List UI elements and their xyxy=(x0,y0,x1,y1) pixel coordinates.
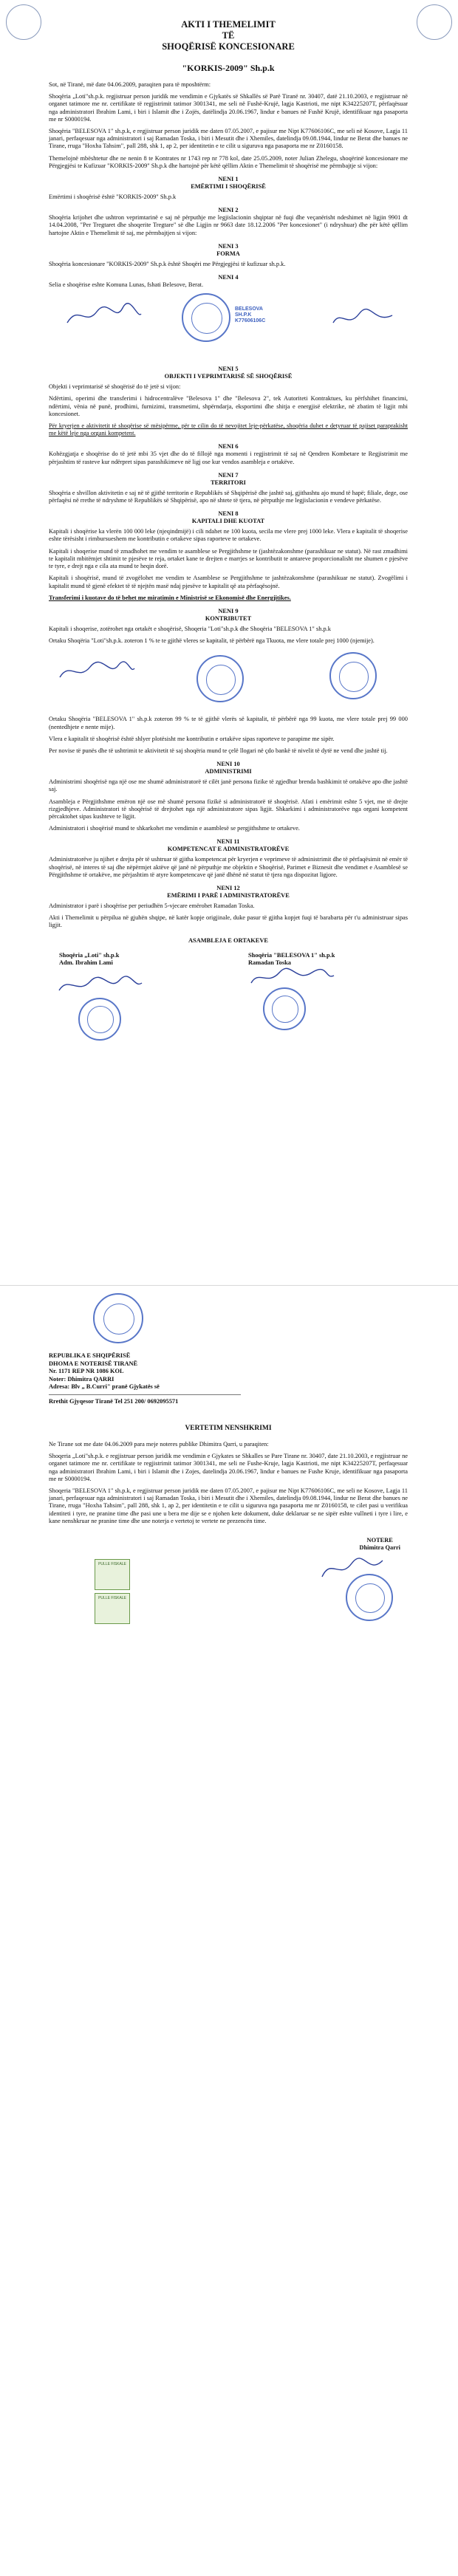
article-para: Shoqëria e shvillon aktivitetin e saj në të gjithë territorin e Republikës së Shqipërisë dhe jashtë saj, gjithashtu ajo mund të hapë; filiale, dege, ose përfaqësi në rrethe të ndryshme të Republikës së Shqipërisë, apo në shtete të tjera, në përputhje me legjislacionin e vendeve përkatëse. xyxy=(49,489,408,504)
intro-para: Shoqëria „Loti"sh.p.k. regjistruar person juridik me vendimin e Gjykatës së Shkallës së Parë Tiranë nr. 30407, datë 21.10.2003, e regjistruar në organet tatimore me nr. certifikate të regjistrimit tatimor 3001341, me seli në Fushë-Krujë, lagja Kastrioti, me nipt K34225207T, përfaqësuar nga administratori Ibrahim Lami, i biri i Islamit dhe i Zojës, datëlindja 20.06.1967, lindur e banues në Fushë Krujë, identifikuar nga pasaporta me nr S0000194. xyxy=(49,93,408,123)
article-para: Shoqëria koncesionare "KORKIS-2009" Sh.p.k është Shoqëri me Përgjegjësi të kufizuar sh.p.k. xyxy=(49,260,286,267)
article-title: TERRITORI xyxy=(211,479,246,486)
article-para: Shoqëria krijohet dhe ushtron veprimtarinë e saj në përputhje me legjislacionin shqiptar në fuqi dhe veçanërisht ndeshimet në ligjin 9901 dt 14.04.2008, "Per Tregtaret dhe shoqerite Tregtare" së dhe Ligjin nr 9663 date 18.12.2006 "Per koncesionet" (i ndryshuar) dhe për këtë qëllim hartojne Aktin e Themelimit të saj, me përmbajtjen si vijon: xyxy=(49,214,408,236)
article-number: NENI 9 xyxy=(218,607,239,614)
intro-para: Shoqëria "BELESOVA 1" sh.p.k, e regjistruar person juridik me daten 07.05.2007, e pajisur me Nipt K77606106C, me seli në Kosove, Lagja 11 janari, perfaqesuar nga administratori i saj Ramadan Toska, i biri i Mesutit dhe i Xhemiles, datelindja 09.08.1944, lindur ne Berat dhe banues ne Tirane, rruga "Hoxha Tahsim", pall 288, shk 1, ap 2, per identitetin e te cilit u siguruva nga pasaporta me nr Z0160158. xyxy=(49,128,408,150)
article-para: Kapitali i shoqërisë, mund të zvogëlohet me vendim te Asamblese se Pergjithshme te jashtëzakonshme (parashikuar ne statut). Zvogëlimi i kapitalit mund të gjenë efektet të të njejtën masë ndaj pjesëve te kapitalit që ata përfaqësojnë. xyxy=(49,575,408,589)
right-signatory: Shoqëria "BELESOVA 1" sh.p.k Ramadan Toska xyxy=(248,951,335,966)
belesova-stamp-icon xyxy=(263,987,306,1030)
article-para: Administrimi shoqërisë nga një ose me shumë administratorë të cilët janë persona fizike të zgjedhur brenda bashkimit të ortakëve apo dhe jashtë saj. xyxy=(49,778,408,793)
article-number: NENI 6 xyxy=(218,443,239,451)
article-para: Ortaku Shoqëria "BELESOVA 1" sh.p.k zoteron 99 % te të gjithë vlerës së kapitalit, të përbërë nga 99 kuota, me vlere totale prej 99 000 (nentedhjete e nente mije). xyxy=(49,716,408,730)
article-para: Kapitali i shoqërise ka vlerën 100 000 leke (njeqindmijë) i cili ndahet ne 100 kuota, secila me vlere prej 1000 leke. Vlera e kapitalit të shoqerise eshte tërësisht i rimbursueshem me kontributin e ortakeve sipas raporteve te ortakeve. xyxy=(49,528,408,543)
article-para: Kapitali i shoqerise, zotërohet nga ortakët e shoqërisë, Shoqeria "Loti"sh.p.k dhe Shoqëria "BELESOVA 1" sh.p.k xyxy=(49,625,331,632)
intro-para: Themelojnë mbështetur dhe ne nenin 8 te Kontrates nr 1743 rep nr 778 kol, date 25.05.2009, noter Julian Zhelegu, shoqërinë koncesionare me Përgjegjësi te Kufizuar "KORKIS-2009" Sh.p.k dhe hartojnë për këtë qëllim Aktin e Themelimit të shoqërisë me përmbajtje si vijon: xyxy=(49,154,408,169)
article-para: Kapitali i shoqerise mund të zmadhohet me vendim te asamblese se Pergjithshme te (jashtëzakonshme (parashikuar ne statut). Në rast zmadhimi te kapitalit mbitëmjet shtimit te pjesëve te reja, ortaket kane te drejten e marrjes se kontributit te antareve proporcionalisht me shumen e pjesëve te tyre, e drejt nga e cila ata mund te heqin dorë. xyxy=(49,547,408,570)
article-title: EMËRTIMI I SHOQËRISË xyxy=(191,183,266,191)
article-number: NENI 7 xyxy=(218,471,239,479)
article-para: Administrator i parë i shoqërise per periudhën 5-vjecare emërohet Ramadan Toska. xyxy=(49,902,255,909)
article-para: Ndërtimi, operimi dhe transferimi i hidrocentralëve "Belesova 1" dhe "Belesova 2", tek Autoriteti Kontraktues, ku përfshihet financimi, ndërtimi, vënia në punë, prodhimi, furnizimi, transmetimi, shpërndarja, eksportimi dhe shitja e energjisë elektrike, në zbatim të ligjit mbi koncesionet. xyxy=(49,395,408,417)
intro-para: Sot, në Tiranë, më date 04.06.2009, paraqiten para të mposhtërm: xyxy=(49,81,211,88)
signature-lami-icon xyxy=(64,301,145,330)
notary-seal-icon xyxy=(346,1574,393,1621)
article-number: NENI 5 xyxy=(218,366,239,373)
article-para: Administratorëve ju njihet e drejta për të ushtruar të gjitha kompetencat për kryerjen e veprimeve të administrimit dhe të përfaqësimit në emër të shoqërisë, në interes të saj dhe nëpërmjet aktëve që janë në përputhje me objektin e Shoqërisë, Parimet e Biznesit dhe vendimet e Asamblesë se Përgjithshme të ortakëve, me përjashtim të atyre kompetencave që janë dhënë në statut të tjera nga dispozitat ligjore. xyxy=(49,856,408,878)
signature-lami-icon xyxy=(56,973,145,998)
article-title: KOMPETENCAT E ADMINISTRATORËVE xyxy=(167,846,290,853)
article-para: Vlera e kapitalit të shoqërisë është shlyer plotësisht me kontributin e ortakëve sipas raporteve te parapime me sipër. xyxy=(49,735,335,742)
article-para: Administratori i shoqërisë mund te shkarkohet me vendimin e asamblesë se pergjithshme te ortakeve. xyxy=(49,825,300,832)
left-signatory: Shoqëria „Loti" sh.p.k Adm. Ibrahim Lami xyxy=(59,951,120,966)
article-para: Emërtimi i shoqërisë është "KORKIS-2009" Sh.p.k xyxy=(49,193,177,201)
company-stamp-icon xyxy=(329,652,377,699)
article-number: NENI 11 xyxy=(216,838,240,846)
fiscal-stamp-icon: PULLE FISKALE xyxy=(95,1593,130,1624)
document-title-line3: SHOQËRISË KONCESIONARE xyxy=(162,41,295,52)
article-para: Ortaku Shoqëria "Loti"sh.p.k. zoteron 1 % te te gjithë vleres se kapitalit, të përbërë nga Tkuota, me vlere totale prej 1000 (njemije). xyxy=(49,637,375,645)
assembly-signatures xyxy=(49,952,408,1041)
article-para: Objekti i veprimtarisë së shoqërisë do të jetë si vijon: xyxy=(49,383,181,391)
signature-toska-icon xyxy=(248,967,337,989)
article-title: OBJEKTI I VEPRIMTARISË SË SHOQËRISË xyxy=(164,373,293,380)
article-number: NENI 8 xyxy=(218,510,239,518)
loti-stamp-icon xyxy=(78,998,121,1041)
article-title: KAPITALI DHE KUOTAT xyxy=(191,518,265,525)
vertetim-para: Shoqeria „Loti"sh.p.k. e regjistruar person juridik me vendimin e Gjykates se Shkalles se Pare Tirane nr. 30407, date 21.10.2003, e regjistruar ne organet tatimore me nr. certifikate te regjistrimit tatimor 3001341, me seli ne Fushe-Kruje, lagja Kastrioti, me nipt K34225207T, perfaqesuar nga administratori Ibrahim Lami, i biri i Islamit dhe i Zojes, datelindja 20.06.1967, lindur e banues ne Fushe Kruje, identifikuar nga pasaporta me nr S0000194. xyxy=(49,1453,408,1482)
document-title-line2: TË xyxy=(222,30,235,41)
stamp-text: BELESOVA SH.P.K K77606106C xyxy=(235,306,266,324)
article-para: Akti i Themelimit u përpilua në gjuhën shqipe, në katër kopje origjinale, duke pasur të gjitha kopjet fuqi të barabarta për t'u administruar sipas ligjit. xyxy=(49,914,408,929)
article-para: Per novise të punës dhe të ushtrimit te aktivitetit të saj shoqëria mund te çelë llogari në çdo bankë të nivelit të dytë ne vend dhe jashtë tij. xyxy=(49,747,388,754)
article-title: FORMA xyxy=(216,250,240,257)
document-page-2 xyxy=(0,1285,458,2576)
notary-signer: NOTERE Dhimitra Qarri xyxy=(359,1537,400,1552)
left-crest-icon xyxy=(6,4,41,40)
article-title: EMËRIMI I PARË I ADMINISTRATORËVE xyxy=(167,891,290,899)
vertetim-para: Shoqeria "BELESOVA 1" sh.p.k, e regjistruar person juridik me daten 07.05.2007, e pajisur me Nipt K77606106C, me seli ne Kosove, Lagja 11 janari, perfaqesuar nga administratori i saj Ramadan Toska, i biri i Mesutit dhe i Xhemiles, datelindja 09.08.1944, lindur ne Berat dhe banues ne Tirane, rruga "Hoxha Tahsim", pall 288, shk 1, ap 2, per identitetin e te cilit u siguruva nga pasaporta me nr Z0160158, te cilet pasi u verifikua identiteti i tyre, ne pranine time dhe pasi une u bera me dije se e njohen kete dokument, duke deklaruar se ne sipër eshte vullneti i tyre i lire, e kane nenshkruar ne pranine time dhe une noterja e vertetoj te vertete ne prezencën time. xyxy=(49,1487,408,1524)
article-para: Selia e shoqërise eshte Komuna Lunas, fshati Belesove, Berat. xyxy=(49,281,204,289)
vertetim-heading: VERTETIM NENSHKRIMI xyxy=(185,1425,272,1432)
notary-header: REPUBLIKA E SHQIPËRISË DHOMA E NOTERISË TIRANË Nr. 1171 REP NR 1086 KOL Noter: Dhimitra QARRI Adresa: Blv „ B.Curri" pranë Gjykatës së Rrethit Gjyqesor Tiranë Tel 251 200/ 0692095571 xyxy=(49,1352,408,1405)
article-para: Për kryerjen e aktivitetit të shoqërise së mësipërme, për te cilin do të nevojitet leje-përkatëse, shoqëria duhet e detyruar të pajiset paraprakisht me këtë leje nga organi kompetent. xyxy=(49,422,408,437)
assembly-heading: ASAMBLEJA E ORTAKEVE xyxy=(188,936,268,944)
document-title-line1: AKTI I THEMELIMIT xyxy=(181,19,276,30)
signature-toska-icon xyxy=(329,308,396,330)
document-page-1 xyxy=(0,0,458,1285)
article-number: NENI 2 xyxy=(218,207,239,214)
article-para: Transferimi i kuotave do të behet me miratimin e Ministrisë se Ekonomisë dhe Energjitikes. xyxy=(49,594,291,601)
fiscal-stamp-icon: PULLE FISKALE xyxy=(95,1559,130,1590)
company-stamp-icon xyxy=(182,293,230,342)
article-title: KONTRIBUTET xyxy=(205,614,252,622)
article-para: Asambleja e Përgjithshme emëron një ose më shumë persona fizikë si administratorë të shoqërisë. Afati i emërimit eshte 5 vjet, me të drejte rizgjedhjeve. Administratori të shoqërisë të drejtohet nga një administratore sipas ligjit. Shkarkimi i administratorëve nga organi kompetent përcaktohet sipas kushteve te ligjit. xyxy=(49,798,408,820)
article-title: ADMINISTRIMI xyxy=(205,768,252,775)
article-number: NENI 4 xyxy=(218,274,239,281)
article-number: NENI 1 xyxy=(218,176,239,183)
signature-area-2 xyxy=(49,649,408,716)
vertetim-para: Ne Tirane sot me date 04.06.2009 para meje noteres publike Dhimitra Qarri, u paraqiten: xyxy=(49,1441,269,1448)
company-name: "KORKIS-2009" Sh.p.k xyxy=(182,63,275,73)
article-para: Kohëzgjatja e shoqërise do të jetë mbi 35 vjet dhe do të fillojë nga momenti i regjistrimit të saj në Qendren Kombetare te Regjistrimit me përjashtim të rasteve kur ndërpret sipas parashikimeve në ligj ose kur vendos asambleja e ortakëve. xyxy=(49,451,408,465)
article-number: NENI 10 xyxy=(216,761,240,768)
article-number: NENI 3 xyxy=(218,242,239,250)
signature-area-1 xyxy=(49,293,408,360)
right-crest-icon xyxy=(417,4,452,40)
signature-lami-icon xyxy=(56,657,137,686)
notary-sign-area xyxy=(49,1530,408,1640)
notary-stamp-icon xyxy=(93,1293,143,1343)
article-number: NENI 12 xyxy=(216,884,240,891)
company-stamp-icon xyxy=(196,655,244,702)
